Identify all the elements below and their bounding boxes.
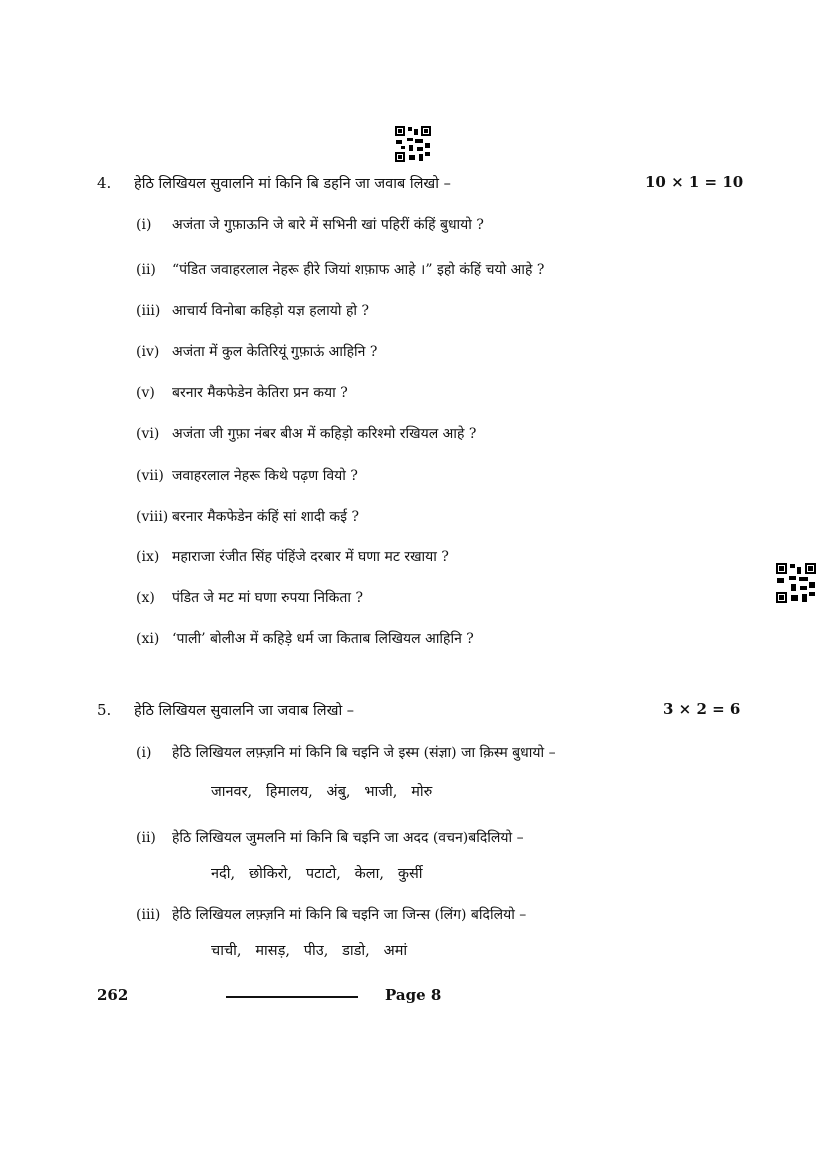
q5-item-words: चाची, मासड़, पीउ, डाडो, अमां (211, 943, 408, 959)
q4-item-label: (i) (136, 217, 152, 233)
question-4-text: हेठि लिखियल सुवालनि मां किनि बि डहनि जा जवाब लिखो – (134, 176, 451, 192)
q5-item-label: (ii) (136, 830, 156, 846)
q4-item-text: जवाहरलाल नेहरू किथे पढ़ण वियो ? (172, 468, 358, 484)
q4-item (136, 629, 474, 648)
question-5-marks: 3 × 2 = 6 (663, 700, 741, 718)
q4-item-text: अजंता जे गुफ़ाऊनि जे बारे में सभिनी खां पहिरीं कंहिं बुधायो ? (172, 217, 484, 233)
question-5-number: 5. (97, 701, 112, 719)
q4-item-label: (viii) (136, 509, 169, 525)
q4-item-label: (v) (136, 385, 155, 401)
q4-item (136, 342, 377, 361)
q4-item (136, 301, 369, 320)
q4-item-text: बरनार मैकफेडेन केतिरा प्रन कया ? (172, 385, 348, 401)
qr-code-side (776, 563, 816, 603)
paper-code: 262 (97, 986, 129, 1004)
q4-item-label: (vii) (136, 468, 164, 484)
q5-item (136, 828, 524, 847)
question-4-marks: 10 × 1 = 10 (645, 173, 744, 191)
q4-item (136, 547, 449, 566)
q5-item-label: (i) (136, 745, 152, 761)
qr-code-top (395, 126, 431, 162)
q4-item-label: (x) (136, 590, 155, 606)
q5-item-words: जानवर, हिमालय, अंबु, भाजी, मोरु (211, 784, 433, 800)
page-number: Page 8 (385, 986, 442, 1004)
q4-item-label: (vi) (136, 426, 160, 442)
q4-item-text: बरनार मैकफेडेन कंहिं सां शादी कई ? (172, 509, 359, 525)
q4-item-label: (ix) (136, 549, 160, 565)
q5-item-words: नदी, छोकिरो, पटाटो, केला, कुर्सी (211, 866, 423, 882)
q4-item-text: ‘पाली’ बोलीअ में कहिड़े धर्म जा किताब लिखियल आहिनि ? (172, 631, 474, 647)
q4-item-label: (xi) (136, 631, 160, 647)
q4-item-text: अजंता जी गुफ़ा नंबर बीअ में कहिड़ो करिश्मो रखियल आहे ? (172, 426, 477, 442)
q5-item-text: हेठि लिखियल लफ़्ज़नि मां किनि बि चइनि जे इस्म (संज्ञा) जा क़िस्म बुधायो – (172, 745, 556, 761)
q4-item (136, 215, 484, 234)
question-4-number: 4. (97, 174, 112, 192)
q4-item-label: (ii) (136, 262, 156, 278)
q4-item-text: आचार्य विनोबा कहिड़ो यज्ञ हलायो हो ? (172, 303, 369, 319)
question-5-text: हेठि लिखियल सुवालनि जा जवाब लिखो – (134, 703, 355, 719)
q4-item-text: पंडित जे मट मां घणा रुपया निकिता ? (172, 590, 363, 606)
q4-item-text: अजंता में कुल केतिरियूं गुफ़ाऊं आहिनि ? (172, 344, 378, 360)
q5-item (136, 743, 556, 762)
q4-item-label: (iv) (136, 344, 160, 360)
q4-item (136, 383, 348, 402)
q5-item-label: (iii) (136, 907, 161, 923)
q5-item (136, 905, 526, 924)
q5-item-text: हेठि लिखियल लफ़्ज़नि मां किनि बि चइनि जा जिन्स (लिंग) बदिलियो – (172, 907, 527, 923)
q4-item (136, 507, 359, 526)
q4-item-label: (iii) (136, 303, 161, 319)
q4-item (136, 588, 363, 607)
q4-item-text: “पंडित जवाहरलाल नेहरू हीरे जियां शफ़ाफ आहे ।” इहो कंहिं चयो आहे ? (172, 262, 545, 278)
q4-item (136, 466, 358, 485)
q4-item (136, 260, 544, 279)
q4-item (136, 424, 476, 443)
footer-divider (226, 996, 358, 998)
q5-item-text: हेठि लिखियल जुमलनि मां किनि बि चइनि जा अदद (वचन)बदिलियो – (172, 830, 524, 846)
q4-item-text: महाराजा रंजीत सिंह पंहिंजे दरबार में घणा मट रखाया ? (172, 549, 449, 565)
